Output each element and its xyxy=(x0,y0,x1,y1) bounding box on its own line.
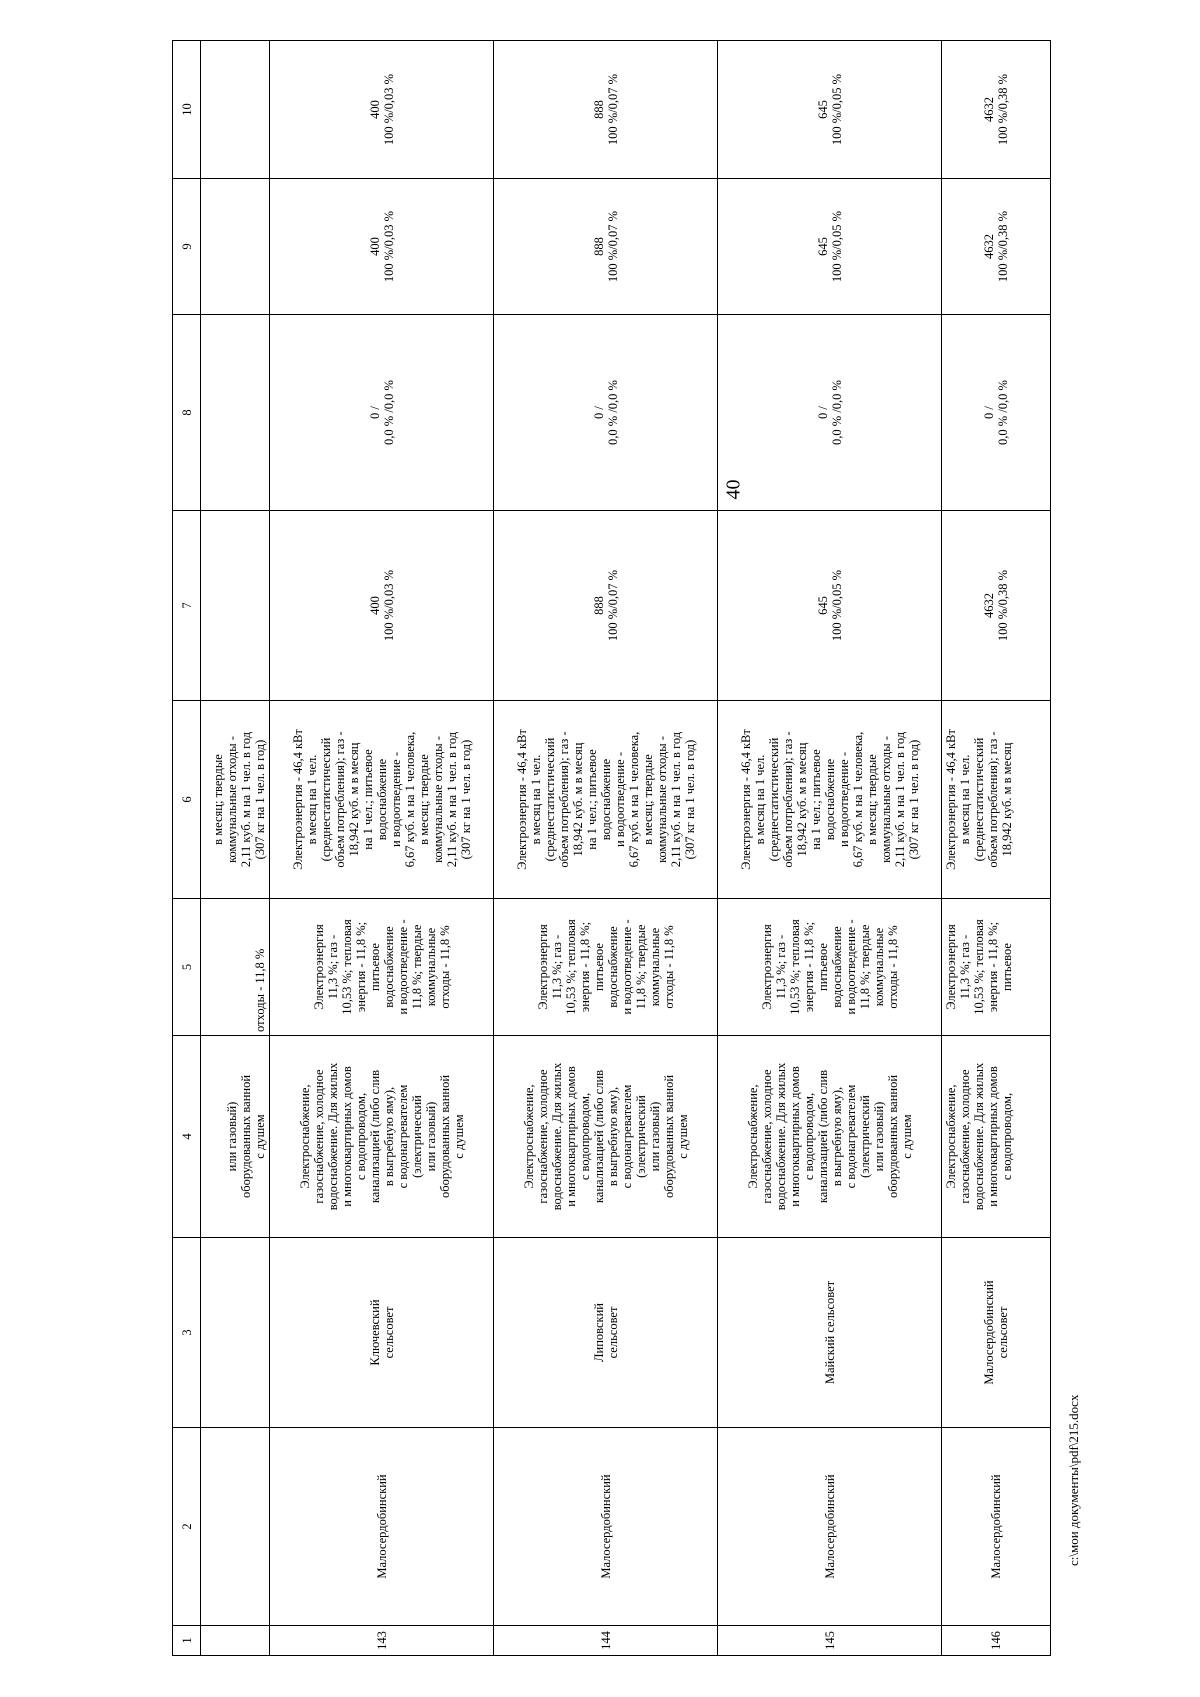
district-cell: Малосердобинский xyxy=(494,1428,718,1626)
settlement-cell: Липовский сельсовет xyxy=(494,1238,718,1428)
value-cell-7: 888 100 %/0,07 % xyxy=(494,511,718,701)
value-cell-7: 645 100 %/0,05 % xyxy=(718,511,942,701)
value-cell-7: 400 100 %/0,03 % xyxy=(270,511,494,701)
settlement-cell: Малосердобинский сельсовет xyxy=(942,1238,1051,1428)
carry-over-row xyxy=(201,41,270,1656)
district-cell: Малосердобинский xyxy=(942,1428,1051,1626)
value-cell-8: 0 / 0,0 % /0,0 % xyxy=(942,315,1051,511)
column-number-row xyxy=(173,41,201,1656)
settlement-cell: Ключевский сельсовет xyxy=(270,1238,494,1428)
consumption-cell: Электроэнергия - 46,4 кВт в месяц на 1 чел. (среднестатистический объем потребления); газ - 18,942 куб. м в месяц на 1 чел.; питьевое водоснабжение и водоотведение - 6,67 куб. м на 1 человека, в месяц; твердые коммунальные отходы - 2,11 куб. м на 1 чел. в год (307 кг на 1 чел. в год) xyxy=(494,701,718,899)
table-row xyxy=(494,41,718,1656)
table-cell xyxy=(201,1428,270,1626)
value-cell-9: 400 100 %/0,03 % xyxy=(270,179,494,315)
table-cell xyxy=(201,315,270,511)
district-cell: Малосердобинский xyxy=(270,1428,494,1626)
column-number: 6 xyxy=(173,701,201,899)
settlement-cell: Майский сельсовет xyxy=(718,1238,942,1428)
value-cell-10: 645 100 %/0,05 % xyxy=(718,41,942,179)
table-cell xyxy=(201,511,270,701)
row-number: 145 xyxy=(718,1626,942,1656)
rotated-table-container xyxy=(172,41,1050,1656)
tariff-growth-cell: Электроэнергия 11,3 %; газ - 10,53 %; тепловая энергия - 11,8 %; питьевое водоснабжение и водоотведение - 11,8 %; твердые коммунальные отходы - 11,8 % xyxy=(494,899,718,1036)
table-cell xyxy=(201,1238,270,1428)
column-number: 3 xyxy=(173,1238,201,1428)
column-number: 4 xyxy=(173,1036,201,1238)
table-row xyxy=(270,41,494,1656)
row-number: 146 xyxy=(942,1626,1051,1656)
row-number: 144 xyxy=(494,1626,718,1656)
consumption-cell: Электроэнергия - 46,4 кВт в месяц на 1 чел. (среднестатистический объем потребления); газ - 18,942 куб. м в месяц xyxy=(942,701,1051,899)
consumption-cell: Электроэнергия - 46,4 кВт в месяц на 1 чел. (среднестатистический объем потребления); газ - 18,942 куб. м в месяц на 1 чел.; питьевое водоснабжение и водоотведение - 6,67 куб. м на 1 человека, в месяц; твердые коммунальные отходы - 2,11 куб. м на 1 чел. в год (307 кг на 1 чел. в год) xyxy=(718,701,942,899)
services-cell: Электроснабжение, газоснабжение, холодное водоснабжение. Для жилых и многоквартирных домов с водопроводом, канализацией (либо слив в выгребную яму), с водонагревателем (электрический или газовый) оборудованных ванной с душем xyxy=(718,1036,942,1238)
value-cell-10: 400 100 %/0,03 % xyxy=(270,41,494,179)
page-number: 40 xyxy=(722,479,745,500)
consumption-cell: Электроэнергия - 46,4 кВт в месяц на 1 чел. (среднестатистический объем потребления); газ - 18,942 куб. м в месяц на 1 чел.; питьевое водоснабжение и водоотведение - 6,67 куб. м на 1 человека, в месяц; твердые коммунальные отходы - 2,11 куб. м на 1 чел. в год (307 кг на 1 чел. в год) xyxy=(270,701,494,899)
tariff-growth-cell: Электроэнергия 11,3 %; газ - 10,53 %; тепловая энергия - 11,8 %; питьевое водоснабжение и водоотведение - 11,8 %; твердые коммунальные отходы - 11,8 % xyxy=(270,899,494,1036)
column-number: 9 xyxy=(173,179,201,315)
value-cell-10: 888 100 %/0,07 % xyxy=(494,41,718,179)
column-number: 5 xyxy=(173,899,201,1036)
table-row xyxy=(718,41,942,1656)
value-cell-8: 0 / 0,0 % /0,0 % xyxy=(718,315,942,511)
services-cell: Электроснабжение, газоснабжение, холодное водоснабжение. Для жилых и многоквартирных домов с водопроводом, канализацией (либо слив в выгребную яму), с водонагревателем (электрический или газовый) оборудованных ванной с душем xyxy=(270,1036,494,1238)
table-cell xyxy=(201,179,270,315)
value-cell-8: 0 / 0,0 % /0,0 % xyxy=(270,315,494,511)
value-cell-8: 0 / 0,0 % /0,0 % xyxy=(494,315,718,511)
column-number: 8 xyxy=(173,315,201,511)
value-cell-9: 645 100 %/0,05 % xyxy=(718,179,942,315)
table-cell xyxy=(201,1626,270,1656)
table-row xyxy=(942,41,1051,1656)
column-number: 1 xyxy=(173,1626,201,1656)
table-cell: отходы - 11,8 % xyxy=(201,899,270,1036)
data-table xyxy=(172,40,1051,1656)
value-cell-9: 888 100 %/0,07 % xyxy=(494,179,718,315)
value-cell-10: 4632 100 %/0,38 % xyxy=(942,41,1051,179)
row-number: 143 xyxy=(270,1626,494,1656)
footer-file-path: c:\мои документы\pdf\215.docx xyxy=(1066,1394,1081,1566)
value-cell-9: 4632 100 %/0,38 % xyxy=(942,179,1051,315)
tariff-growth-cell: Электроэнергия 11,3 %; газ - 10,53 %; тепловая энергия - 11,8 %; питьевое xyxy=(942,899,1051,1036)
tariff-growth-cell: Электроэнергия 11,3 %; газ - 10,53 %; тепловая энергия - 11,8 %; питьевое водоснабжение и водоотведение - 11,8 %; твердые коммунальные отходы - 11,8 % xyxy=(718,899,942,1036)
services-cell: Электроснабжение, газоснабжение, холодное водоснабжение. Для жилых и многоквартирных домов с водопроводом, xyxy=(942,1036,1051,1238)
services-cell: Электроснабжение, газоснабжение, холодное водоснабжение. Для жилых и многоквартирных домов с водопроводом, канализацией (либо слив в выгребную яму), с водонагревателем (электрический или газовый) оборудованных ванной с душем xyxy=(494,1036,718,1238)
value-cell-7: 4632 100 %/0,38 % xyxy=(942,511,1051,701)
column-number: 2 xyxy=(173,1428,201,1626)
table-cell: или газовый) оборудованных ванной с душем xyxy=(201,1036,270,1238)
table-cell: в месяц; твердые коммунальные отходы - 2,11 куб. м на 1 чел. в год (307 кг на 1 чел. в год) xyxy=(201,701,270,899)
district-cell: Малосердобинский xyxy=(718,1428,942,1626)
table-cell xyxy=(201,41,270,179)
column-number: 10 xyxy=(173,41,201,179)
column-number: 7 xyxy=(173,511,201,701)
